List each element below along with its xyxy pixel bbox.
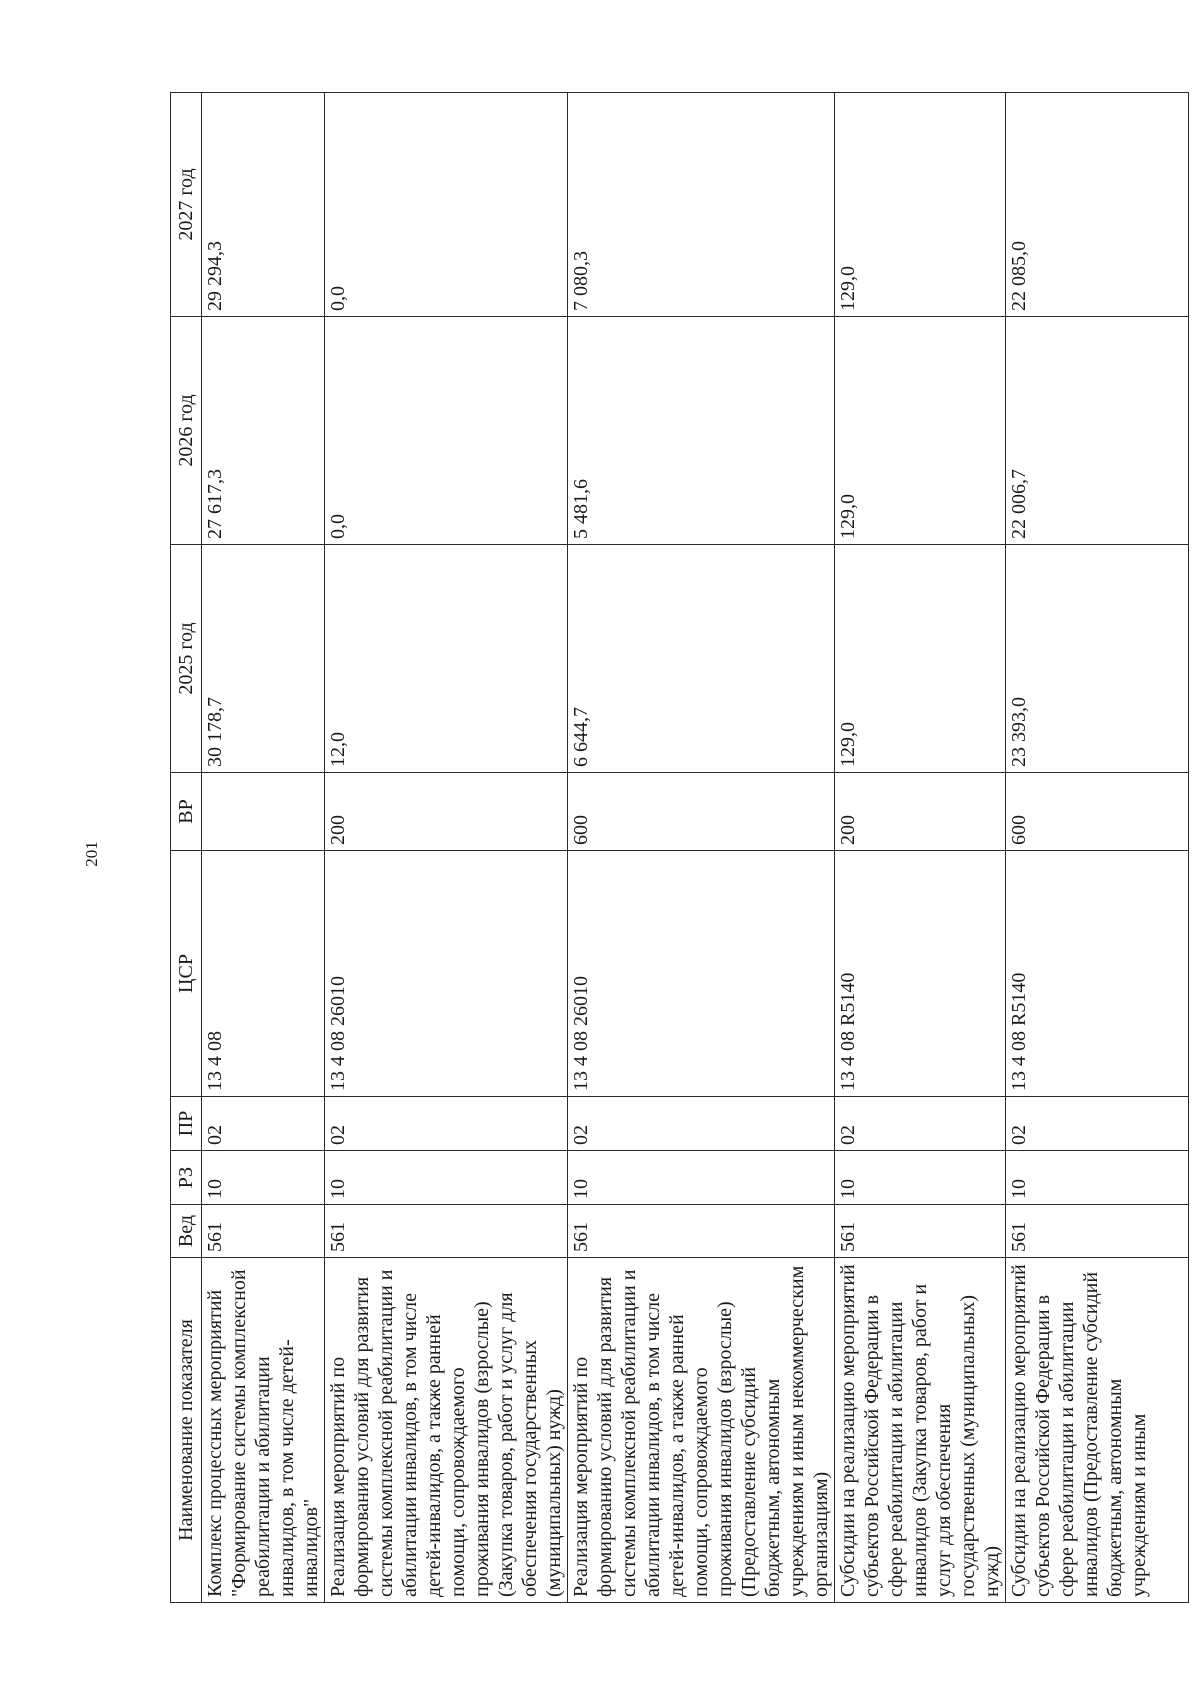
table-header-row bbox=[171, 93, 202, 1603]
cell-2027: 7 080,3 bbox=[568, 93, 835, 317]
cell-2026: 129,0 bbox=[835, 317, 1006, 545]
cell-2025: 23 393,0 bbox=[1006, 545, 1189, 773]
cell-vr: 600 bbox=[568, 773, 835, 851]
table-row bbox=[325, 93, 568, 1603]
cell-vr: 600 bbox=[1006, 773, 1189, 851]
cell-2027: 29 294,3 bbox=[202, 93, 325, 317]
cell-name: Реализация мероприятий по формированию условий для развития системы комплексной реабилитации и абилитации инвалидов, в том числе детей-инвалидов, а также ранней помощи, сопровождаемого проживания инвалидов (взрослые) (Предоставление субсидий бюджетным, автономным учреждениям и иным некоммерческим организациям) bbox=[568, 1258, 835, 1603]
cell-2027: 0,0 bbox=[325, 93, 568, 317]
table-row bbox=[568, 93, 835, 1603]
cell-name: Комплекс процессных мероприятий "Формирование системы комплексной реабилитации и абилитации инвалидов, в том числе детей-инвалидов" bbox=[202, 1258, 325, 1603]
table-row bbox=[1006, 93, 1189, 1603]
header-ved: Вед bbox=[171, 1205, 202, 1258]
cell-csr: 13 4 08 26010 bbox=[568, 851, 835, 1097]
cell-name: Реализация мероприятий по формированию условий для развития системы комплексной реабилитации и абилитации инвалидов, в том числе детей-инвалидов, а также ранней помощи, сопровождаемого проживания инвалидов (взрослые) (Закупка товаров, работ и услуг для обеспечения государственных (муниципальных) нужд) bbox=[325, 1258, 568, 1603]
header-csr: ЦСР bbox=[171, 851, 202, 1097]
cell-name: Субсидии на реализацию мероприятий субъектов Российской Федерации в сфере реабилитации и абилитации инвалидов (Закупка товаров, работ и услуг для обеспечения государственных (муниципальных) нужд) bbox=[835, 1258, 1006, 1603]
cell-2027: 22 085,0 bbox=[1006, 93, 1189, 317]
cell-ved: 561 bbox=[568, 1205, 835, 1258]
header-year-2027: 2027 год bbox=[171, 93, 202, 317]
cell-rz: 10 bbox=[568, 1151, 835, 1205]
cell-pr: 02 bbox=[202, 1097, 325, 1151]
cell-2025: 129,0 bbox=[835, 545, 1006, 773]
cell-rz: 10 bbox=[202, 1151, 325, 1205]
cell-pr: 02 bbox=[325, 1097, 568, 1151]
cell-vr bbox=[202, 773, 325, 851]
cell-rz: 10 bbox=[835, 1151, 1006, 1205]
header-year-2025: 2025 год bbox=[171, 545, 202, 773]
cell-rz: 10 bbox=[325, 1151, 568, 1205]
budget-table bbox=[170, 92, 1189, 1603]
cell-pr: 02 bbox=[835, 1097, 1006, 1151]
cell-vr: 200 bbox=[835, 773, 1006, 851]
header-pr: ПР bbox=[171, 1097, 202, 1151]
cell-vr: 200 bbox=[325, 773, 568, 851]
cell-pr: 02 bbox=[1006, 1097, 1189, 1151]
header-vr: ВР bbox=[171, 773, 202, 851]
header-rz: РЗ bbox=[171, 1151, 202, 1205]
cell-ved: 561 bbox=[202, 1205, 325, 1258]
cell-2026: 22 006,7 bbox=[1006, 317, 1189, 545]
cell-2026: 0,0 bbox=[325, 317, 568, 545]
cell-2026: 27 617,3 bbox=[202, 317, 325, 545]
cell-name: Субсидии на реализацию мероприятий субъектов Российской Федерации в сфере реабилитации и абилитации инвалидов (Предоставление субсидий бюджетным, автономным учреждениям и иным bbox=[1006, 1258, 1189, 1603]
cell-ved: 561 bbox=[835, 1205, 1006, 1258]
cell-rz: 10 bbox=[1006, 1151, 1189, 1205]
rotated-table-container bbox=[170, 93, 1150, 1603]
page-number: 201 bbox=[82, 841, 101, 867]
header-year-2026: 2026 год bbox=[171, 317, 202, 545]
cell-csr: 13 4 08 R5140 bbox=[1006, 851, 1189, 1097]
cell-csr: 13 4 08 R5140 bbox=[835, 851, 1006, 1097]
cell-pr: 02 bbox=[568, 1097, 835, 1151]
cell-2025: 30 178,7 bbox=[202, 545, 325, 773]
cell-2026: 5 481,6 bbox=[568, 317, 835, 545]
cell-csr: 13 4 08 26010 bbox=[325, 851, 568, 1097]
table-row bbox=[835, 93, 1006, 1603]
cell-csr: 13 4 08 bbox=[202, 851, 325, 1097]
cell-2025: 12,0 bbox=[325, 545, 568, 773]
table-row bbox=[202, 93, 325, 1603]
header-name: Наименование показателя bbox=[171, 1258, 202, 1603]
cell-ved: 561 bbox=[325, 1205, 568, 1258]
cell-2025: 6 644,7 bbox=[568, 545, 835, 773]
cell-2027: 129,0 bbox=[835, 93, 1006, 317]
cell-ved: 561 bbox=[1006, 1205, 1189, 1258]
